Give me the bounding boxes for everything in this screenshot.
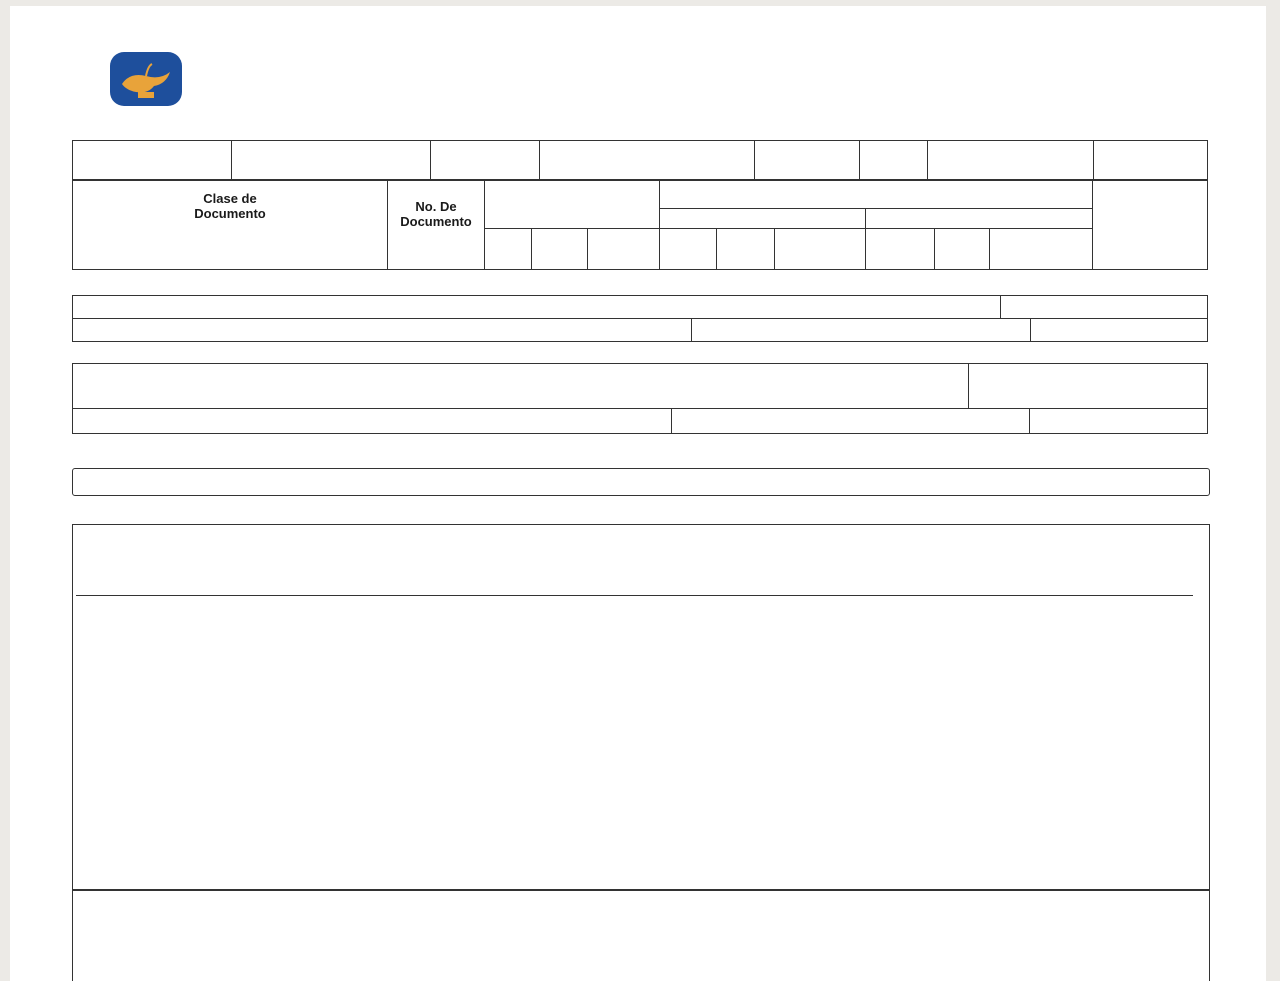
no-documento-label-line2: Documento — [400, 214, 472, 229]
beneficiario-row — [72, 468, 1210, 496]
policy-header-row — [72, 140, 1208, 181]
aladdin-lamp-icon — [108, 50, 184, 108]
clase-documento-label — [170, 191, 290, 221]
tomador-name-row — [72, 295, 1208, 319]
no-documento-label — [388, 199, 484, 229]
observaciones-box — [72, 890, 1210, 981]
clase-documento-label-line2: Documento — [194, 206, 266, 221]
company-logo — [108, 48, 318, 110]
asegurado-address-row — [72, 408, 1208, 434]
no-documento-label-line1: No. De — [415, 199, 457, 214]
coberturas-box — [72, 524, 1210, 890]
policy-document — [10, 6, 1266, 981]
clase-documento-label-line1: Clase de — [203, 191, 257, 206]
tomador-address-row — [72, 318, 1208, 342]
asegurado-name-row — [72, 363, 1208, 409]
